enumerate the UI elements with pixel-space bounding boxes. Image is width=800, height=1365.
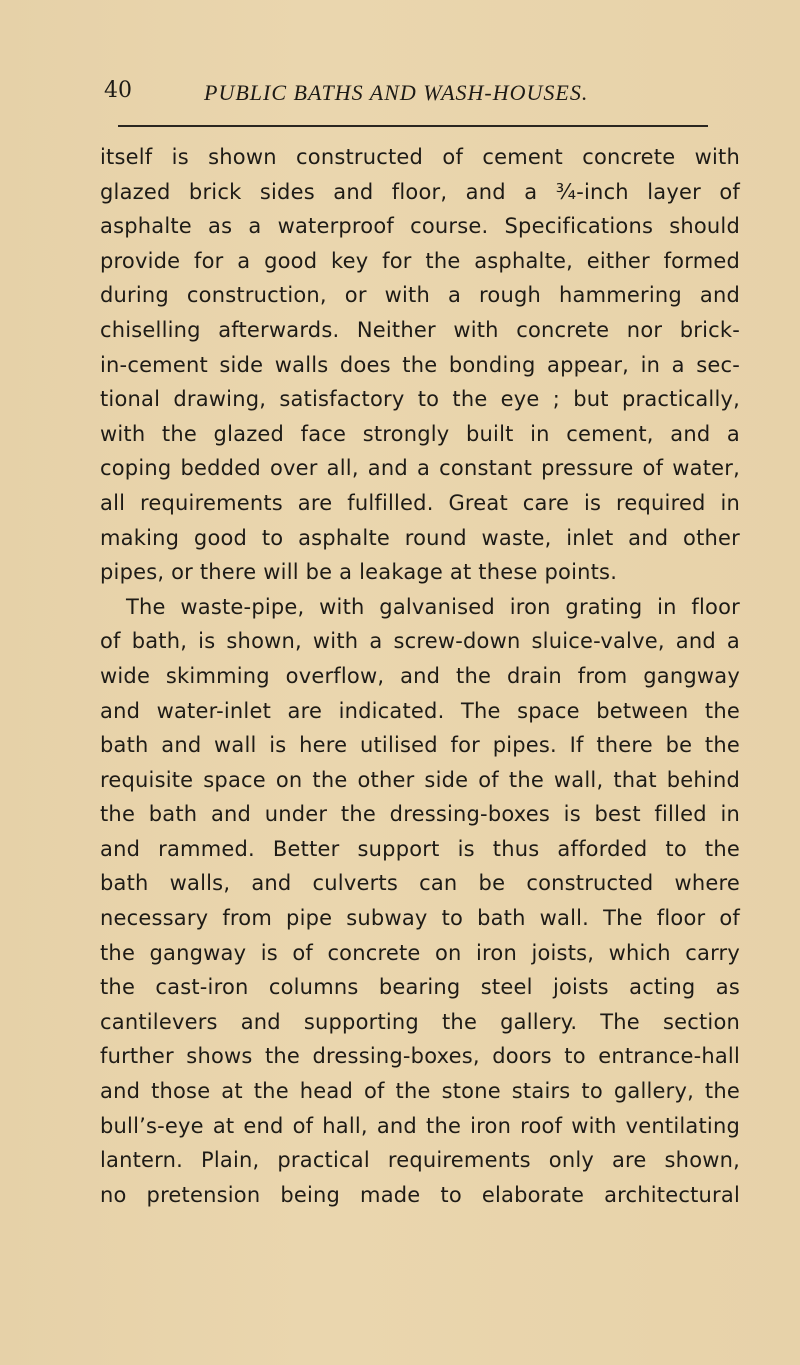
page-number: 40 [104, 78, 132, 103]
text-line: bath and wall is here utilised for pipes. If there be the [100, 733, 740, 758]
text-line: in-cement side walls does the bonding appear, in a sec- [100, 352, 740, 377]
paragraph-1 [100, 140, 740, 590]
text-line: necessary from pipe subway to bath wall. The floor of [100, 906, 740, 931]
text-line: of bath, is shown, with a screw-down sluice-valve, and a [100, 629, 740, 654]
text-line: and rammed. Better support is thus afforded to the [100, 836, 740, 861]
paragraph-2 [100, 590, 740, 1213]
text-line: itself is shown constructed of cement concrete with [100, 145, 740, 169]
text-line: The waste-pipe, with galvanised iron grating in floor [126, 594, 740, 619]
text-line: glazed brick sides and floor, and a ¾-inch layer of [100, 179, 740, 204]
text-line: coping bedded over all, and a constant pressure of water, [100, 456, 740, 481]
text-line: wide skimming overflow, and the drain from gangway [100, 663, 740, 688]
text-line: during construction, or with a rough hammering and [100, 283, 740, 308]
text-line: lantern. Plain, practical requirements only are shown, [100, 1148, 740, 1173]
text-line: pipes, or there will be a leakage at these points. [100, 560, 618, 585]
text-line: tional drawing, satisfactory to the eye ; but practically, [100, 387, 740, 412]
text-line: the bath and under the dressing-boxes is best filled in [100, 802, 740, 827]
text-line: bath walls, and culverts can be constructed where [100, 871, 740, 896]
text-line: requisite space on the other side of the wall, that behind [100, 767, 740, 792]
text-line: and those at the head of the stone stairs to gallery, the [100, 1079, 740, 1104]
text-line: chiselling afterwards. Neither with concrete nor brick- [100, 317, 740, 342]
running-head: PUBLIC BATHS AND WASH-HOUSES. [204, 80, 589, 105]
header-rule [118, 125, 708, 127]
text-line: bull’s-eye at end of hall, and the iron roof with ventilating [100, 1113, 740, 1138]
text-line: further shows the dressing-boxes, doors to entrance-hall [100, 1044, 740, 1069]
text-line: the gangway is of concrete on iron joists, which carry [100, 940, 740, 965]
text-line: with the glazed face strongly built in cement, and a [100, 421, 740, 446]
text-line: provide for a good key for the asphalte, either formed [100, 248, 740, 273]
text-line: all requirements are fulfilled. Great care is required in [100, 490, 740, 515]
body-text [100, 140, 740, 1212]
text-line: making good to asphalte round waste, inlet and other [100, 525, 740, 550]
page-header [104, 78, 714, 112]
text-line: no pretension being made to elaborate architectural [100, 1182, 740, 1207]
text-line: asphalte as a waterproof course. Specifications should [100, 214, 740, 239]
text-line: the cast-iron columns bearing steel joists acting as [100, 975, 740, 1000]
text-line: and water-inlet are indicated. The space between the [100, 698, 740, 723]
text-line: cantilevers and supporting the gallery. The section [100, 1009, 740, 1034]
